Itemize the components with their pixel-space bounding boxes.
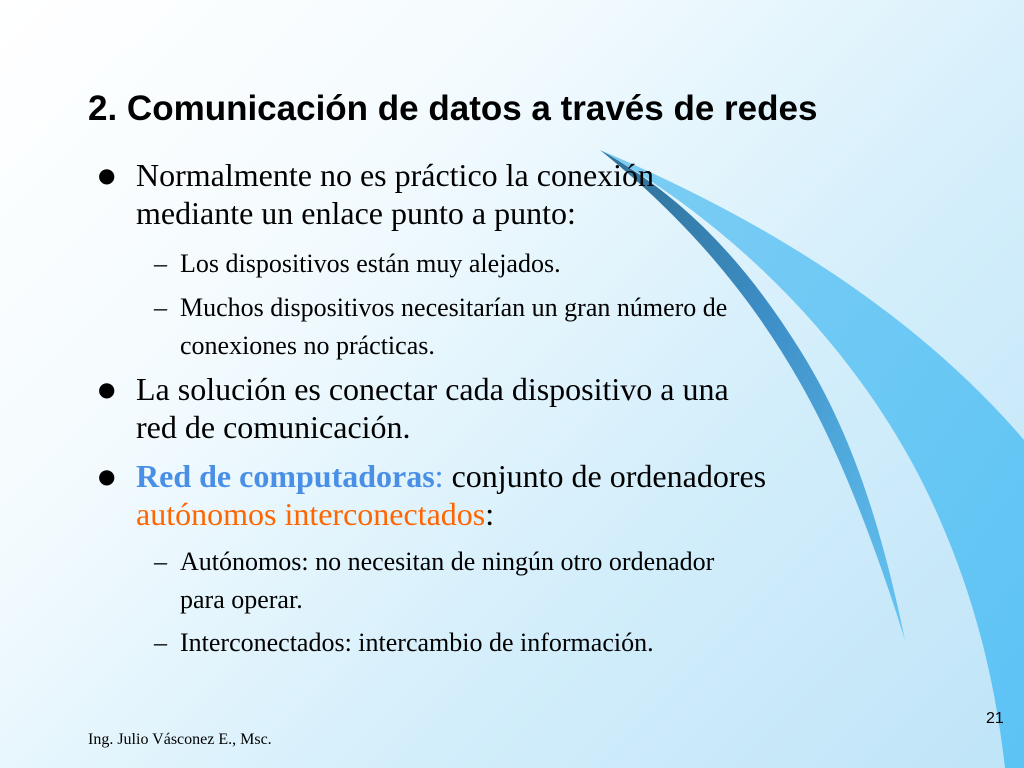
bullet-dot-icon: ●	[98, 464, 116, 488]
bullet-text-line: red de comunicación.	[136, 409, 411, 445]
bullet-text-line: La solución es conectar cada dispositivo a una	[136, 371, 729, 407]
bullet-item-3	[98, 457, 767, 533]
term-highlight: Red de computadoras	[136, 458, 435, 494]
bullet-text-end: :	[485, 496, 495, 532]
sub-bullet-item-1-1	[154, 245, 561, 283]
term-colon: :	[434, 458, 444, 494]
bullet-text-line: mediante un enlace punto a punto:	[136, 195, 576, 231]
bullet-text-line: Normalmente no es práctico la conexión	[136, 157, 655, 193]
sub-bullet-item-3-1	[154, 543, 715, 619]
footer-author: Ing. Julio Vásconez E., Msc.	[88, 731, 272, 748]
dash-icon: –	[154, 293, 167, 322]
sub-bullet-text-line: para operar.	[180, 585, 303, 614]
dash-icon: –	[154, 547, 167, 576]
bullet-item-2	[98, 370, 729, 446]
slide-title: 2. Comunicación de datos a través de redes	[88, 89, 818, 128]
sub-bullet-item-1-2	[154, 289, 728, 365]
dash-icon: –	[154, 249, 167, 278]
bullet-dot-icon: ●	[98, 377, 116, 401]
sub-bullet-text-line: Los dispositivos están muy alejados.	[180, 249, 561, 278]
sub-bullet-text-line: conexiones no prácticas.	[180, 331, 435, 360]
sub-bullet-text-line: Muchos dispositivos necesitarían un gran número de	[180, 293, 728, 322]
sub-bullet-text-line: Interconectados: intercambio de información.	[180, 628, 654, 657]
dash-icon: –	[154, 628, 167, 657]
bullet-text-rest: conjunto de ordenadores	[443, 458, 767, 494]
sub-bullet-item-3-2	[154, 624, 654, 662]
emphasis-highlight: autónomos interconectados	[136, 496, 486, 532]
bullet-dot-icon: ●	[98, 163, 116, 187]
bullet-item-1	[98, 156, 655, 232]
page-number: 21	[986, 710, 1004, 727]
sub-bullet-text-line: Autónomos: no necesitan de ningún otro ordenador	[180, 547, 715, 576]
